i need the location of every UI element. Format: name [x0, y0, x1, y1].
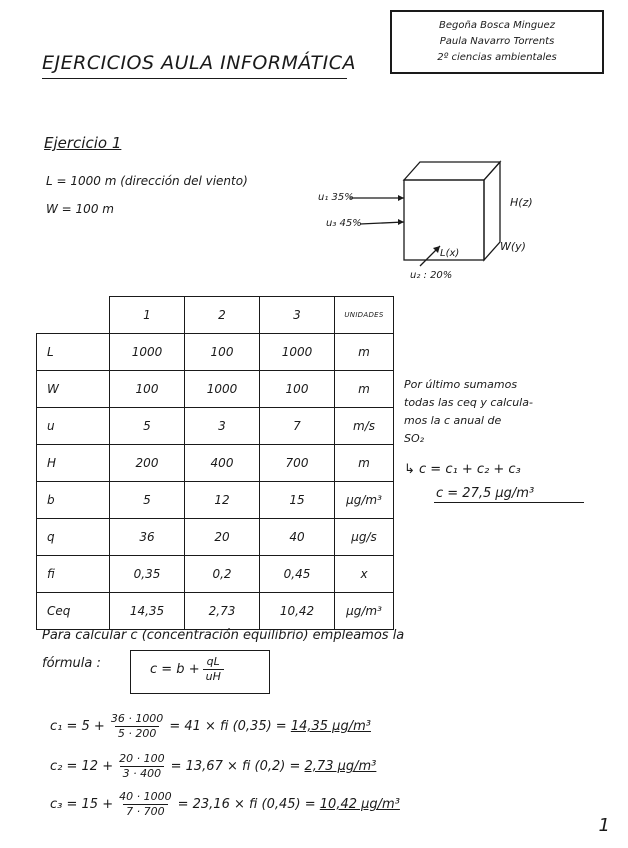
calc-denominator: 7 · 700 [123, 804, 167, 819]
table-cell: 40 [260, 519, 335, 556]
label-u1: u₁ 35% [318, 192, 354, 203]
table-cell: 20 [185, 519, 260, 556]
table-cell: 12 [185, 482, 260, 519]
table-cell: 700 [260, 445, 335, 482]
calc-b: 5 + [81, 719, 105, 734]
note-line-4: SO₂ [404, 432, 425, 445]
column-header-3: 3 [260, 297, 335, 334]
calc-row-3 [50, 790, 400, 819]
unit-cell: x [335, 556, 394, 593]
calc-result: 2,73 µg/m³ [304, 759, 377, 774]
given-width: W = 100 m [46, 202, 114, 216]
final-result: c = 27,5 µg/m³ [436, 486, 535, 501]
table-cell: 100 [260, 371, 335, 408]
table-cell: 5 [110, 482, 185, 519]
label-length: L(x) [440, 248, 460, 259]
calc-result: 14,35 µg/m³ [290, 719, 371, 734]
calc-numerator: 40 · 1000 [119, 790, 172, 803]
title-underline [42, 78, 347, 79]
page-title: EJERCICIOS AULA INFORMÁTICA [42, 52, 357, 74]
unit-cell: m [335, 371, 394, 408]
table-cell: 0,35 [110, 556, 185, 593]
author-names-box [390, 10, 604, 74]
calc-numerator: 20 · 100 [119, 752, 165, 765]
formula-label: fórmula : [42, 656, 101, 671]
table-cell: 400 [185, 445, 260, 482]
unit-cell: µg/s [335, 519, 394, 556]
row-label: fi [37, 556, 110, 593]
table-cell: 1000 [260, 334, 335, 371]
column-header-1: 1 [110, 297, 185, 334]
calc-fraction [116, 752, 167, 781]
formula-lhs: c = b + [150, 662, 200, 677]
table-row [37, 593, 394, 630]
unit-cell: µg/m³ [335, 482, 394, 519]
table-row [37, 519, 394, 556]
unit-cell: m [335, 445, 394, 482]
note-line-1: Por último sumamos [404, 378, 518, 391]
calc-denominator: 3 · 400 [120, 766, 164, 781]
author-name-1: Begoña Bosca Minguez [439, 20, 555, 31]
calc-lhs: c₃ = [50, 797, 78, 812]
unit-cell: m/s [335, 408, 394, 445]
formula-fraction [203, 655, 224, 684]
table-cell: 0,2 [185, 556, 260, 593]
column-header-2: 2 [185, 297, 260, 334]
table-row [37, 408, 394, 445]
table-cell: 5 [110, 408, 185, 445]
row-label: W [37, 371, 110, 408]
table-cell: 3 [185, 408, 260, 445]
label-width: W(y) [500, 240, 526, 253]
calc-b: 12 + [81, 759, 114, 774]
table-corner [37, 297, 110, 334]
table-row [37, 482, 394, 519]
box-side-face [484, 162, 500, 260]
unit-cell: m [335, 334, 394, 371]
table-cell: 0,45 [260, 556, 335, 593]
exercise-heading: Ejercicio 1 [44, 134, 122, 152]
formula-denominator: uH [203, 669, 224, 684]
course-label: 2º ciencias ambientales [437, 52, 557, 63]
calc-result: 10,42 µg/m³ [319, 797, 400, 812]
table-cell: 200 [110, 445, 185, 482]
table-row [37, 371, 394, 408]
calc-numerator: 36 · 1000 [110, 712, 164, 725]
row-label: b [37, 482, 110, 519]
result-underline [434, 502, 584, 503]
calc-fraction [108, 712, 166, 741]
table-cell: 1000 [185, 371, 260, 408]
data-table [36, 296, 394, 630]
arrow-u3 [360, 222, 404, 224]
table-cell: 15 [260, 482, 335, 519]
table-cell: 2,73 [185, 593, 260, 630]
table-cell: 1000 [110, 334, 185, 371]
calc-row-1 [50, 712, 371, 741]
given-length: L = 1000 m (dirección del viento) [46, 174, 248, 188]
calc-lhs: c₂ = [50, 759, 78, 774]
calc-denominator: 5 · 200 [115, 726, 159, 741]
table-cell: 10,42 [260, 593, 335, 630]
calc-middle: = 41 × fi (0,35) = [169, 719, 287, 734]
table-row [37, 334, 394, 371]
unit-cell: µg/m³ [335, 593, 394, 630]
calc-middle: = 13,67 × fi (0,2) = [170, 759, 301, 774]
label-u3: u₃ 45% [326, 218, 362, 229]
table-header-row [37, 297, 394, 334]
author-name-2: Paula Navarro Torrents [439, 36, 555, 47]
row-label: u [37, 408, 110, 445]
table-row [37, 445, 394, 482]
table-row [37, 556, 394, 593]
row-label: L [37, 334, 110, 371]
row-label: Ceq [37, 593, 110, 630]
calc-middle: = 23,16 × fi (0,45) = [177, 797, 316, 812]
row-label: q [37, 519, 110, 556]
table-cell: 14,35 [110, 593, 185, 630]
calc-fraction [116, 790, 174, 819]
label-u2: u₂ : 20% [410, 270, 453, 281]
note-line-3: mos la c anual de [404, 414, 502, 427]
formula-numerator: qL [206, 655, 220, 668]
calc-lhs: c₁ = [50, 719, 78, 734]
label-height: H(z) [510, 196, 533, 209]
table-cell: 7 [260, 408, 335, 445]
sum-equation: ↳ c = c₁ + c₂ + c₃ [404, 462, 521, 477]
row-label: H [37, 445, 110, 482]
formula-intro: Para calcular c (concentración equilibrio) empleamos la [42, 628, 405, 643]
table-cell: 36 [110, 519, 185, 556]
calc-b: 15 + [81, 797, 114, 812]
column-header-units: UNIDADES [335, 297, 394, 334]
calc-row-2 [50, 752, 376, 781]
table-cell: 100 [185, 334, 260, 371]
page-number: 1 [598, 815, 610, 836]
formula-expression [150, 655, 227, 684]
note-line-2: todas las ceq y calcula- [404, 396, 533, 409]
table-cell: 100 [110, 371, 185, 408]
